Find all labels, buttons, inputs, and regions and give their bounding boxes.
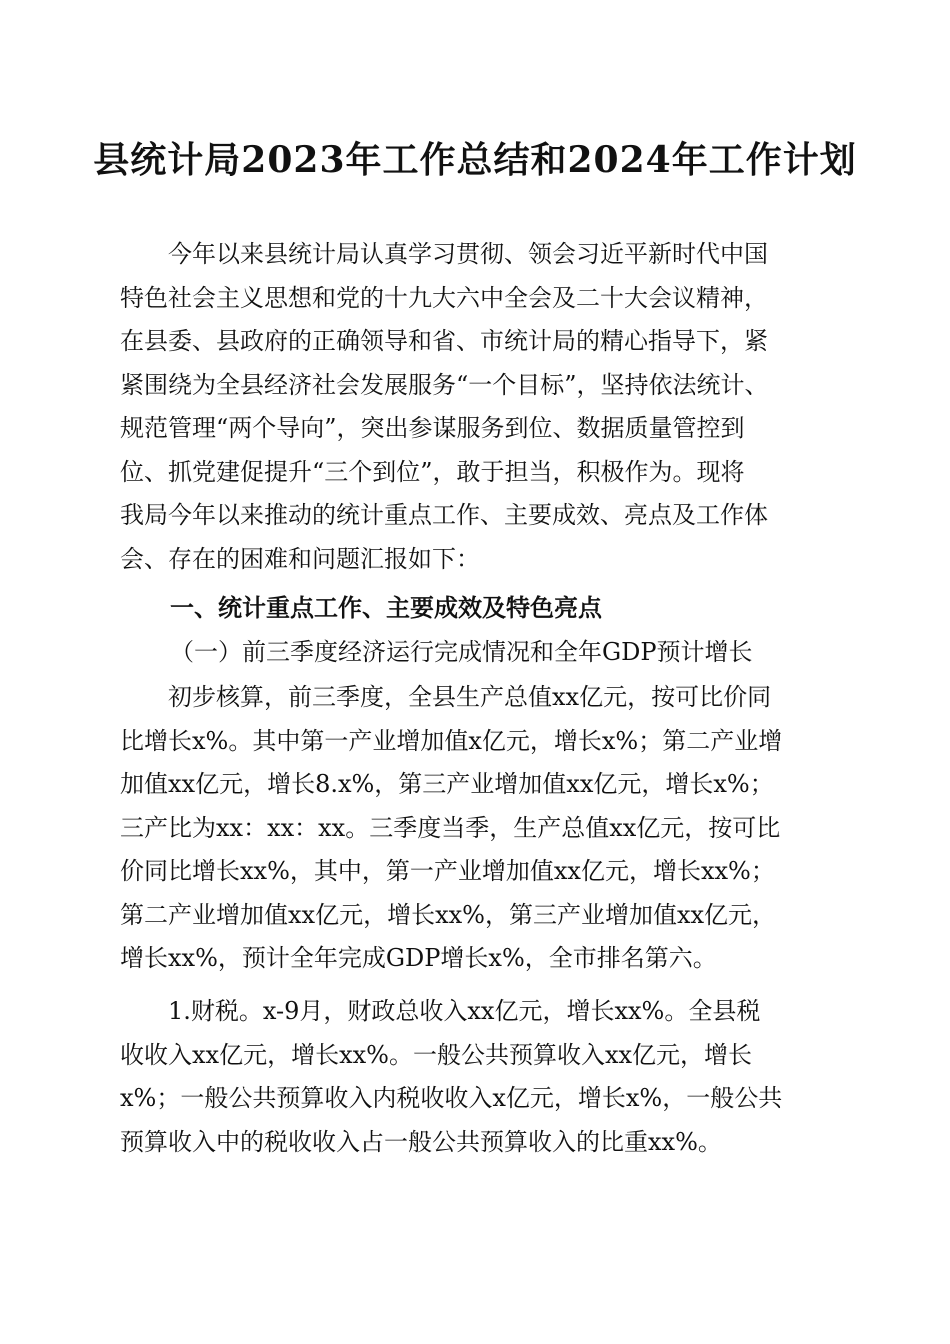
finance-line: x%；一般公共预算收入内税收收入x亿元，增长x%，一般公共 [120, 1084, 783, 1112]
intro-line: 紧围绕为全县经济社会发展服务“一个目标”，坚持依法统计、 [120, 370, 769, 399]
intro-line: 规范管理“两个导向”，突出参谋服务到位、数据质量管控到 [120, 414, 745, 442]
subsection-heading: （一）前三季度经济运行完成情况和全年GDP预计增长 [170, 638, 753, 666]
finance-line: 预算收入中的税收收入占一般公共预算收入的比重xx%。 [120, 1127, 722, 1156]
economy-line: 增长xx%，预计全年完成GDP增长x%，全市排名第六。 [120, 944, 717, 972]
economy-line: 三产比为xx：xx：xx。三季度当季，生产总值xx亿元，按可比 [120, 813, 781, 842]
intro-line: 在县委、县政府的正确领导和省、市统计局的精心指导下，紧 [120, 327, 768, 355]
economy-paragraph [120, 676, 840, 981]
economy-line: 初步核算，前三季度，全县生产总值xx亿元，按可比价同 [168, 683, 772, 711]
document-title: 县统计局2023年工作总结和2024年工作计划 [93, 139, 857, 181]
economy-line: 第二产业增加值xx亿元，增长xx%，第三产业增加值xx亿元， [120, 900, 777, 929]
intro-line: 今年以来县统计局认真学习贯彻、领会习近平新时代中国 [168, 240, 768, 268]
economy-line: 加值xx亿元，增长8.x%，第三产业增加值xx亿元，增长x%； [120, 770, 774, 798]
finance-paragraph [120, 990, 840, 1164]
intro-line: 会、存在的困难和问题汇报如下： [120, 544, 480, 573]
economy-line: 价同比增长xx%，其中，第一产业增加值xx亿元，增长xx%； [120, 857, 775, 885]
intro-line: 我局今年以来推动的统计重点工作、主要成效、亮点及工作体 [120, 501, 768, 529]
intro-paragraph [120, 233, 840, 581]
section-heading: 一、统计重点工作、主要成效及特色亮点 [170, 593, 602, 622]
economy-line: 比增长x%。其中第一产业增加值x亿元，增长x%；第二产业增 [120, 726, 783, 755]
finance-line: 收收入xx亿元，增长xx%。一般公共预算收入xx亿元，增长 [120, 1040, 753, 1069]
intro-line: 位、抓党建促提升“三个到位”，敢于担当，积极作为。现将 [120, 457, 745, 486]
finance-line: 1.财税。x-9月，财政总收入xx亿元，增长xx%。全县税 [168, 997, 761, 1025]
intro-line: 特色社会主义思想和党的十九大六中全会及二十大会议精神， [120, 283, 768, 312]
